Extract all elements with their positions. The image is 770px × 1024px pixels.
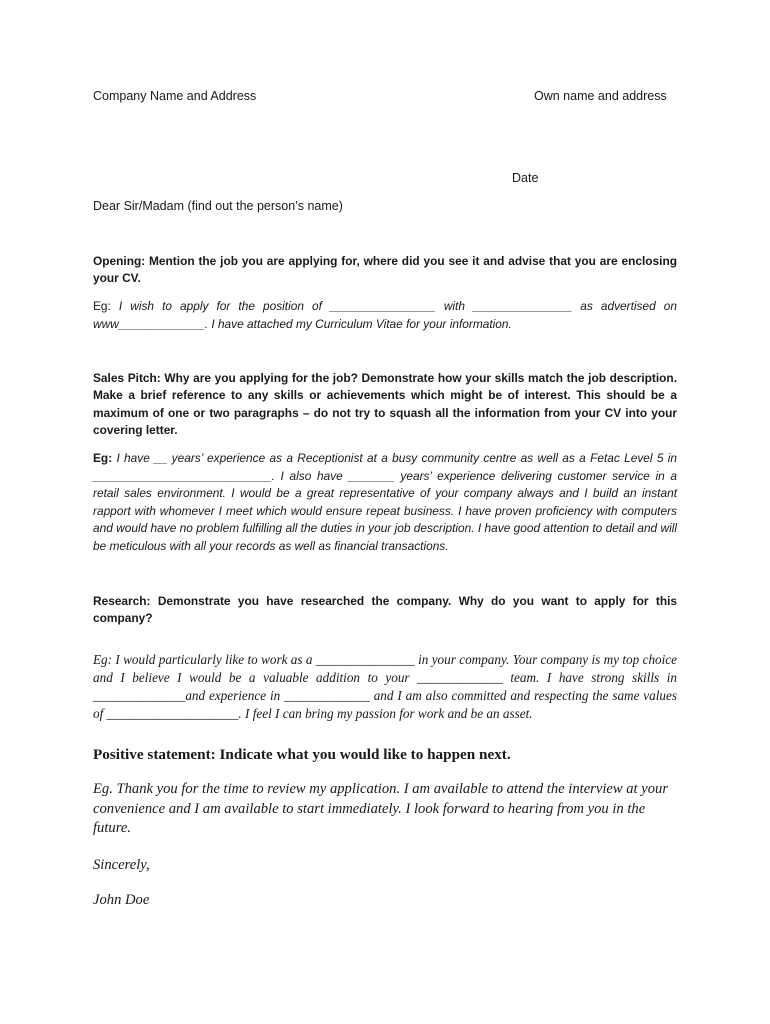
opening-eg-text: I wish to apply for the position of ________________ with _______________ as advertised on www_____________. I have attached my Curriculum Vitae for your information. bbox=[93, 299, 677, 331]
company-name-address: Company Name and Address bbox=[93, 89, 257, 103]
pitch-eg-text: I have __ years’ experience as a Receptionist at a busy community centre as well as a Fetac Level 5 in ___________________________. I also have _______ years’ experience delivering customer service in a retail sales environment. I would be a great representative of your company always and I build an instant rapport with whomever I meet which would ensure repeat business. I have proven proficiency with computers and would have no problem fulfilling all the duties in your job description. I have good attention to detail and will be meticulous with all your records as well as financial transactions. bbox=[93, 451, 677, 553]
opening-example bbox=[93, 298, 677, 333]
sales-pitch-example bbox=[93, 450, 677, 555]
research-example: Eg: I would particularly like to work as a _______________ in your company. Your company is my top choice and I believe I would be a valuable addition to your _____________ team. I have strong skills in ______________and experience in _____________ and I am also committed and respecting the same values of ____________________. I feel I can bring my passion for work and be an asset. bbox=[93, 652, 677, 721]
opening-heading: Opening: Mention the job you are applying for, where did you see it and advise that you are enclosing your CV. bbox=[93, 254, 677, 286]
closing-sincerely: Sincerely, bbox=[93, 857, 150, 873]
pitch-eg-label: Eg: bbox=[93, 451, 113, 465]
positive-statement-example: Eg. Thank you for the time to review my application. I am available to attend the interview at your convenience and I am available to start immediately. I look forward to hearing from you in the future. bbox=[93, 781, 668, 836]
opening-eg-label: Eg: bbox=[93, 299, 111, 313]
own-name-address: Own name and address bbox=[534, 89, 667, 103]
positive-statement-heading: Positive statement: Indicate what you would like to happen next. bbox=[93, 746, 511, 763]
salutation: Dear Sir/Madam (find out the person’s name) bbox=[93, 199, 343, 213]
sales-pitch-heading: Sales Pitch: Why are you applying for the job? Demonstrate how your skills match the job description. Make a brief reference to any skills or achievements which might be of interest. This should be a maximum of one or two paragraphs – do not try to squash all the information from your CV into your covering letter. bbox=[93, 371, 677, 437]
signature-name: John Doe bbox=[93, 892, 150, 908]
research-heading: Research: Demonstrate you have researched the company. Why do you want to apply for this company? bbox=[93, 594, 677, 626]
date-label: Date bbox=[512, 171, 539, 185]
